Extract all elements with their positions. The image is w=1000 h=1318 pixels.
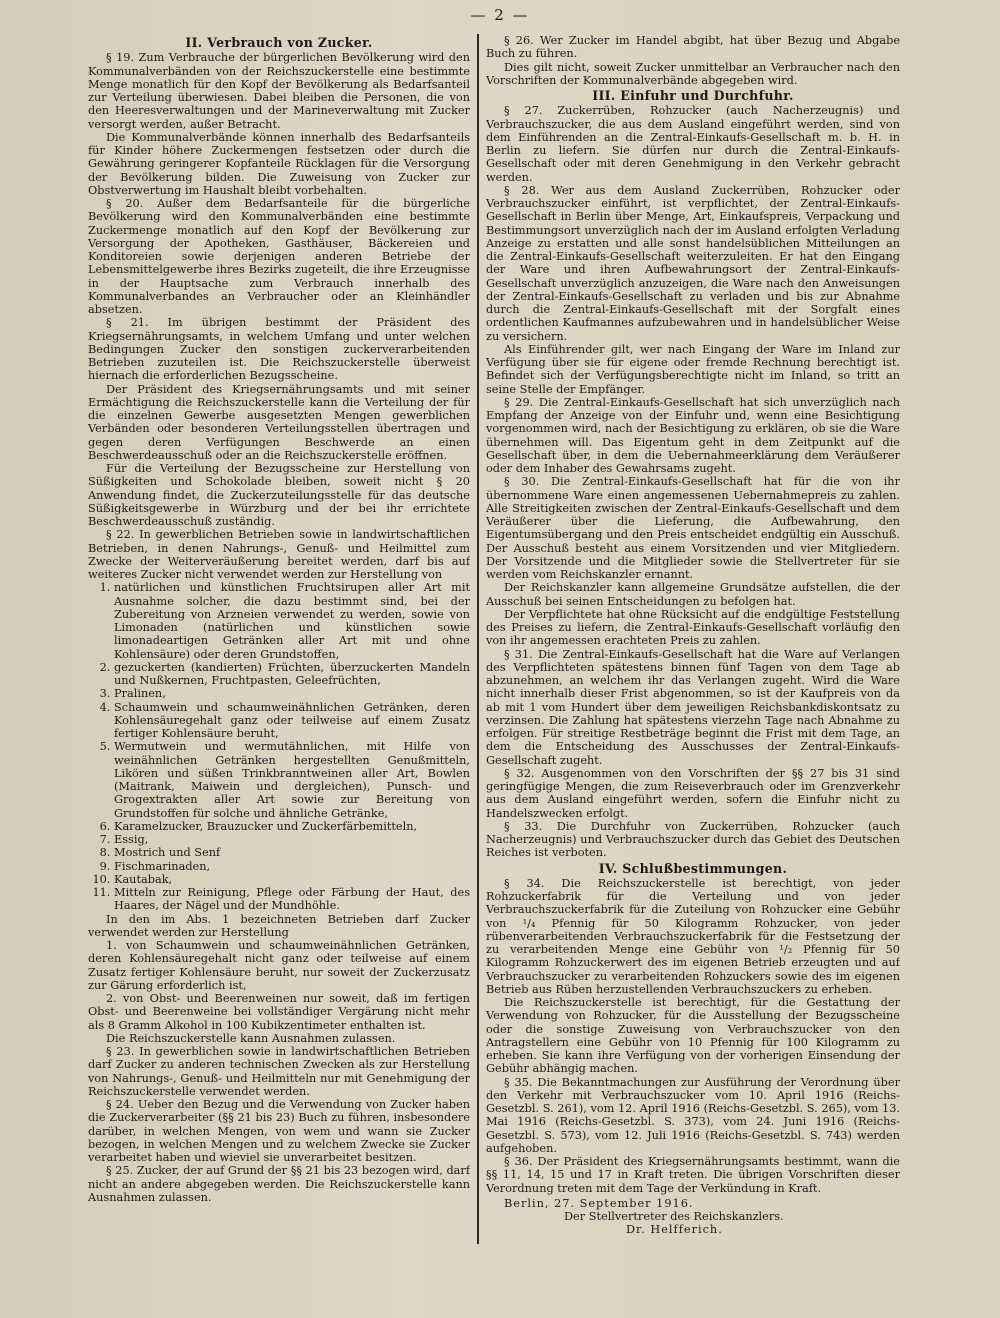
- paragraph-26: § 26. Wer Zucker im Handel abgibt, hat über Bezug und Abgabe Buch zu führen.: [486, 34, 900, 61]
- list-item: 6. Karamelzucker, Brauzucker und Zuckerfärbemitteln,: [114, 820, 470, 833]
- list-item: 10. Kautabak,: [114, 873, 470, 886]
- paragraph-23: § 23. In gewerblichen sowie in landwirtschaftlichen Betrieben darf Zucker zu anderen technischen Zwecken als zur Herstellung von Nahrungs-, Genuß- und Heilmitteln nur mit Genehmigung der Reichszuckerstelle verwendet werden.: [88, 1045, 470, 1098]
- paragraph-19-2: Die Kommunalverbände können innerhalb des Bedarfsanteils für Kinder höhere Zuckermengen festsetzen oder durch die Gewährung geringerer Kopfanteile Rücklagen für die Versorgung der Bevölkerung bilden. Die Zuweisung von Zucker zur Obstverwertung im Haushalt bleibt vorbehalten.: [88, 130, 470, 197]
- paragraph-27: § 27. Zuckerrüben, Rohzucker (auch Nacherzeugnis) und Verbrauchszucker, die aus dem Ausland eingeführt werden, sind von dem Einführenden an die Zentral-Einkaufs-Gesellschaft m. b. H. in Berlin zu liefern. Sie dürfen nur durch die Zentral-Einkaufs-Gesellschaft oder mit deren Genehmigung in den Verkehr gebracht werden.: [486, 104, 900, 184]
- paragraph-26-2: Dies gilt nicht, soweit Zucker unmittelbar an Verbraucher nach den Vorschriften der Kommunalverbände abgegeben wird.: [486, 60, 900, 87]
- paragraph-30-3: Der Verpflichtete hat ohne Rücksicht auf die endgültige Feststellung des Preises zu liefern, die Zentral-Einkaufs-Gesellschaft vorläufig den von ihr angemessen erachteten Preis zu zahlen.: [486, 607, 900, 648]
- paragraph-22-3: Die Reichszuckerstelle kann Ausnahmen zulassen.: [106, 1031, 396, 1045]
- paragraph-20: § 20. Außer dem Bedarfsanteile für die bürgerliche Bevölkerung wird den Kommunalverbänden eine bestimmte Zuckermenge monatlich auf den Kopf der Bevölkerung zur Versorgung der Apotheken, Gasthäuser, Bäckereien und Konditoreien sowie derjenigen anderen Betriebe der Lebensmittelgewerbe ihres Bezirks zugeteilt, die ihre Erzeugnisse in der Hauptsache zum Verbrauch innerhalb des Kommunalverbandes an Verbraucher oder an Kleinhändler absetzen.: [88, 197, 470, 316]
- list-item: 2. gezuckerten (kandierten) Früchten, überzuckerten Mandeln und Nußkernen, Fruchtpasten, Geleefrüchten,: [114, 661, 470, 688]
- paragraph-25: § 25. Zucker, der auf Grund der §§ 21 bis 23 bezogen wird, darf nicht an andere abgegeben werden. Die Reichszuckerstelle kann Ausnahmen zulassen.: [88, 1164, 470, 1204]
- list-item: 1. natürlichen und künstlichen Fruchtsirupen aller Art mit Ausnahme solcher, die dazu bestimmt sind, bei der Zubereitung von Arzneien verwendet zu werden, sowie von Limonaden (natürlichen und künstlichen sowie limonadeartigen Getränken aller Art mit und ohne Kohlensäure) oder deren Grundstoffen,: [114, 581, 470, 661]
- section-heading-iii: III. Einfuhr und Durchfuhr.: [592, 88, 794, 103]
- left-column: [88, 34, 470, 1304]
- signature-place-date: Berlin, 27. September 1916.: [504, 1196, 694, 1210]
- paragraph-21-3: Für die Verteilung der Bezugsscheine zur Herstellung von Süßigkeiten und Schokolade bleiben, soweit nicht § 20 Anwendung findet, die Zuckerzuteilungsstelle für das deutsche Süßigkeitsgewerbe in Würzburg und der bei ihr errichtete Beschwerdeausschuß zuständig.: [88, 462, 470, 528]
- paragraph-22-2: In den im Abs. 1 bezeichneten Betrieben darf Zucker verwendet werden zur Herstellung: [88, 912, 470, 939]
- list-item: 7. Essig,: [114, 833, 470, 846]
- paragraph-31: § 31. Die Zentral-Einkaufs-Gesellschaft hat die Ware auf Verlangen des Verpflichteten spätestens binnen fünf Tagen von dem Tage ab abzunehmen, an welchem ihr das Verlangen zugeht. Wird die Ware nicht innerhalb dieser Frist abgenommen, so ist der Kaufpreis von da ab mit 1 vom Hundert über dem jeweiligen Reichsbankdiskontsatz zu verzinsen. Die Zahlung hat spätestens vierzehn Tage nach Abnahme zu erfolgen. Für streitige Restbeträge beginnt die Frist mit dem Tage, an dem die Entscheidung des Ausschusses der Zentral-Einkaufs-Gesellschaft zugeht.: [486, 647, 900, 767]
- right-column: [486, 34, 900, 1304]
- paragraph-19: § 19. Zum Verbrauche der bürgerlichen Bevölkerung wird den Kommunalverbänden von der Reichszuckerstelle eine bestimmte Menge monatlich für den Kopf der Bevölkerung als Bedarfsanteil zur Verteilung überwiesen. Dabei bleiben die Personen, die von den Heeresverwaltungen und der Marineverwaltung mit Zucker versorgt werden, außer Betracht.: [88, 51, 470, 131]
- list-item: 4. Schaumwein und schaumweinähnlichen Getränken, deren Kohlensäuregehalt ganz oder teilweise auf einem Zusatz fertiger Kohlensäure beruht,: [114, 701, 470, 741]
- section-heading-iv: IV. Schlußbestimmungen.: [598, 860, 788, 876]
- page-number: — 2 —: [470, 6, 530, 24]
- paragraph-21-2: Der Präsident des Kriegsernährungsamts und mit seiner Ermächtigung die Reichszuckerstelle kann die Verteilung der für die einzelnen Gewerbe ausgesetzten Mengen gewerblichen Verbänden oder besonderen Verteilungsstellen übertragen und gegen deren Verfügungen Beschwerde an einen Beschwerdeausschuß oder an die Reichszuckerstelle eröffnen.: [88, 382, 470, 462]
- paragraph-28: § 28. Wer aus dem Ausland Zuckerrüben, Rohzucker oder Verbrauchszucker einführt, ist verpflichtet, der Zentral-Einkaufs-Gesellschaft in Berlin über Menge, Art, Einkaufspreis, Verpackung und Bestimmungsort unverzüglich nach der im Ausland erfolgten Verladung Anzeige zu erstatten und alle sonst handelsüblichen Mitteilungen an die Zentral-Einkaufs-Gesellschaft weiterzuleiten. Er hat den Eingang der Ware und ihren Aufbewahrungsort der Zentral-Einkaufs-Gesellschaft unverzüglich anzuzeigen, die Ware nach den Anweisungen der Zentral-Einkaufs-Gesellschaft zu verladen und bis zur Abnahme durch die Zentral-Einkaufs-Gesellschaft mit der Sorgfalt eines ordentlichen Kaufmannes aufzubewahren und in handelsüblicher Weise zu versichern.: [486, 183, 900, 343]
- column-divider: [477, 34, 479, 1244]
- signature-role: Der Stellvertreter des Reichskanzlers.: [564, 1210, 784, 1223]
- section-heading-ii: II. Verbrauch von Zucker.: [185, 35, 373, 50]
- list-item: 9. Fischmarinaden,: [114, 860, 470, 873]
- paragraph-36: § 36. Der Präsident des Kriegsernährungsamts bestimmt, wann die §§ 11, 14, 15 und 17 in Kraft treten. Die übrigen Vorschriften dieser Verordnung treten mit dem Tage der Verkündung in Kraft.: [486, 1155, 900, 1195]
- paragraph-30: § 30. Die Zentral-Einkaufs-Gesellschaft hat für die von ihr übernommene Ware einen angemessenen Uebernahmepreis zu zahlen. Alle Streitigkeiten zwischen der Zentral-Einkaufs-Gesellschaft und dem Veräußerer über die Lieferung, die Aufbewahrung, den Eigentumsübergang und den Preis entscheidet endgültig ein Ausschuß. Der Ausschuß besteht aus einem Vorsitzenden und vier Mitgliedern. Der Vorsitzende und die Mitglieder sowie die Stellvertreter für sie werden vom Reichskanzler ernannt.: [486, 475, 900, 581]
- paragraph-30-2: Der Reichskanzler kann allgemeine Grundsätze aufstellen, die der Ausschuß bei seinen Entscheidungen zu befolgen hat.: [486, 581, 900, 608]
- paragraph-22: § 22. In gewerblichen Betrieben sowie in landwirtschaftlichen Betrieben, in denen Nahrungs-, Genuß- und Heilmittel zum Zwecke der Weiterveräußerung bereitet werden, darf bis auf weiteres Zucker nicht verwendet werden zur Herstellung von: [88, 528, 470, 581]
- signature-name: Dr. Helfferich.: [626, 1223, 723, 1237]
- paragraph-21: § 21. Im übrigen bestimmt der Präsident des Kriegsernährungsamts, in welchem Umfang und unter welchen Bedingungen Zucker den sonstigen zuckerverarbeitenden Betrieben zuzuteilen ist. Die Reichszuckerstelle überweist hiernach die erforderlichen Bezugsscheine.: [88, 316, 470, 383]
- paragraph-28-2: Als Einführender gilt, wer nach Eingang der Ware im Inland zur Verfügung über sie für eigene oder fremde Rechnung berechtigt ist. Befindet sich der Verfügungsberechtigte nicht im Inland, so tritt an seine Stelle der Empfänger.: [486, 342, 900, 396]
- paragraph-34: § 34. Die Reichszuckerstelle ist berechtigt, von jeder Rohzuckerfabrik für die Verteilung und von jeder Verbrauchszuckerfabrik für die Zuteilung von Rohzucker eine Gebühr von ¹/₄ Pfennig für 50 Kilogramm Rohzucker, von jeder rübenverarbeitenden Verbrauchszuckerfabrik für die Festsetzung der zu verarbeitenden Menge eine Gebühr von ¹/₂ Pfennig für 50 Kilogramm Rohzuckerwert des im eigenen Betrieb erzeugten und auf Verbrauchszucker zu verarbeitenden Rohzuckers sowie des im eigenen Betrieb aus Rüben herzustellenden Verbrauchszuckers zu erheben.: [486, 876, 900, 996]
- paragraph-35: § 35. Die Bekanntmachungen zur Ausführung der Verordnung über den Verkehr mit Verbrauchszucker vom 10. April 1916 (Reichs-Gesetzbl. S. 261), vom 12. April 1916 (Reichs-Gesetzbl. S. 265), vom 13. Mai 1916 (Reichs-Gesetzbl. S. 373), vom 24. Juni 1916 (Reichs-Gesetzbl. S. 573), vom 12. Juli 1916 (Reichs-Gesetzbl. S. 743) werden aufgehoben.: [486, 1075, 900, 1155]
- paragraph-33: § 33. Die Durchfuhr von Zuckerrüben, Rohzucker (auch Nacherzeugnis) und Verbrauchszucker durch das Gebiet des Deutschen Reiches ist verboten.: [486, 819, 900, 860]
- paragraph-29: § 29. Die Zentral-Einkaufs-Gesellschaft hat sich unverzüglich nach Empfang der Anzeige von der Einfuhr und, wenn eine Besichtigung vorgenommen wird, nach der Besichtigung zu erklären, ob sie die Ware übernehmen will. Das Eigentum geht in dem Zeitpunkt auf die Gesellschaft über, in dem die Uebernahmeerklärung dem Veräußerer oder dem Inhaber des Gewahrsams zugeht.: [486, 395, 900, 475]
- signature-block: [486, 1197, 900, 1237]
- list-item: 11. Mitteln zur Reinigung, Pflege oder Färbung der Haut, des Haares, der Nägel und der Mundhöhle.: [114, 886, 470, 913]
- paragraph-32: § 32. Ausgenommen von den Vorschriften der §§ 27 bis 31 sind geringfügige Mengen, die zum Reiseverbrauch oder im Grenzverkehr aus dem Ausland eingeführt werden, sofern die Einfuhr nicht zu Handelszwecken erfolgt.: [486, 766, 900, 820]
- sub-item-1: 1. von Schaumwein und schaumweinähnlichen Getränken, deren Kohlensäuregehalt nicht ganz oder teilweise auf einem Zusatz fertiger Kohlensäure beruht, nur soweit der Zuckerzusatz zur Gärung erforderlich ist,: [88, 939, 470, 992]
- sub-item-2: 2. von Obst- und Beerenweinen nur soweit, daß im fertigen Obst- und Beerenweine bei vollständiger Vergärung nicht mehr als 8 Gramm Alkohol in 100 Kubikzentimeter enthalten ist.: [88, 992, 470, 1032]
- list-item: 8. Mostrich und Senf: [114, 846, 470, 859]
- prohibited-items-list: [88, 581, 470, 912]
- paragraph-24: § 24. Ueber den Bezug und die Verwendung von Zucker haben die Zuckerverarbeiter (§§ 21 bis 23) Buch zu führen, insbesondere darüber, in welchen Mengen, von wem und wann sie Zucker bezogen, in welchen Mengen und zu welchem Zwecke sie Zucker verarbeitet haben und wieviel sie unverarbeitet besitzen.: [88, 1098, 470, 1164]
- list-item: 3. Pralinen,: [114, 687, 470, 700]
- list-item: 5. Wermutwein und wermutähnlichen, mit Hilfe von weinähnlichen Getränken hergestellten Genußmitteln, Likören und süßen Trinkbranntweinen aller Art, Bowlen (Maitrank, Maiwein und dergleichen), Punsch- und Grogextrakten aller Art sowie zur Bereitung von Grundstoffen für solche und ähnliche Getränke,: [114, 740, 470, 820]
- paragraph-34-2: Die Reichszuckerstelle ist berechtigt, für die Gestattung der Verwendung von Rohzucker, für die Ausstellung der Bezugsscheine oder die sonstige Zuweisung von Verbrauchszucker von den Antragstellern eine Gebühr von 10 Pfennig für 100 Kilogramm zu erheben. Sie kann ihre Verfügung von der vorherigen Einsendung der Gebühr abhängig machen.: [486, 996, 900, 1076]
